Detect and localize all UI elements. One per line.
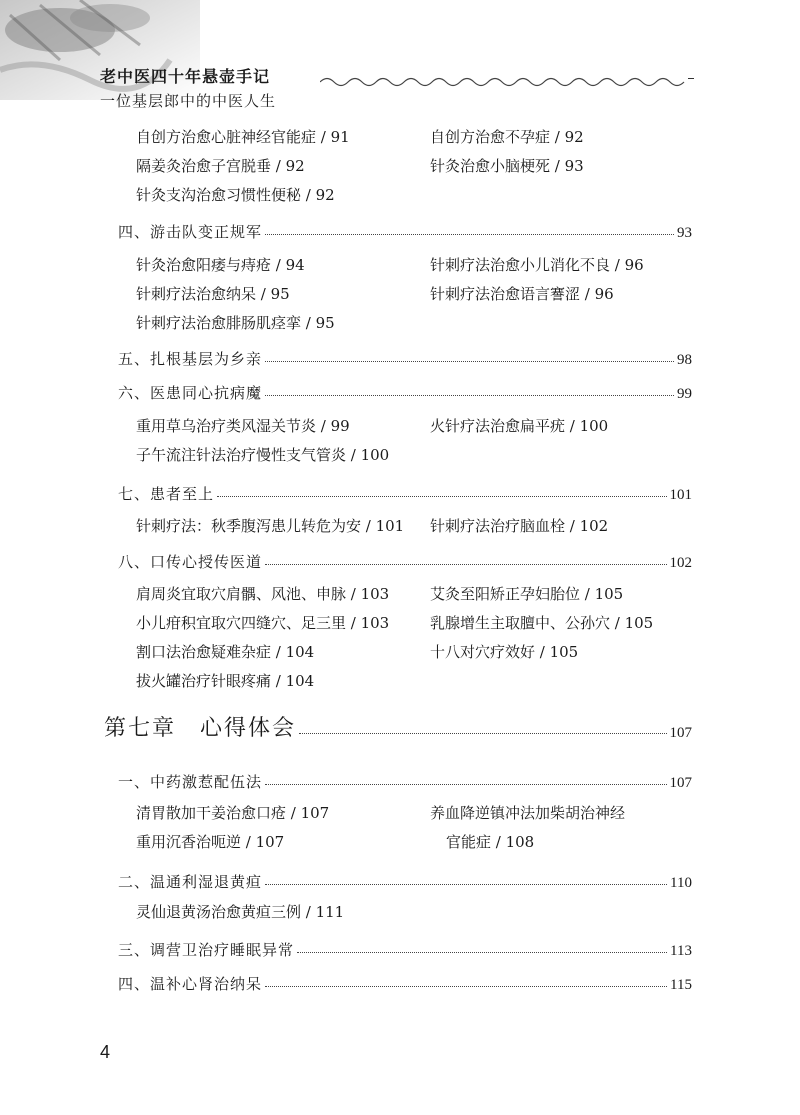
chapter-title: 第七章 心得体会 bbox=[104, 716, 297, 741]
toc-entry: 针灸支沟治愈习惯性便秘 / 92 bbox=[136, 186, 335, 204]
toc-entry-row bbox=[0, 182, 800, 208]
toc-entry-row bbox=[0, 442, 800, 468]
section-title: 七、患者至上 bbox=[118, 485, 215, 503]
toc-section bbox=[118, 377, 692, 403]
section-page: 115 bbox=[670, 977, 692, 993]
section-title: 三、调营卫治疗睡眠异常 bbox=[118, 941, 295, 959]
toc-entry-row bbox=[0, 899, 800, 925]
leader-dots bbox=[265, 395, 674, 396]
toc-entry: 自创方治愈不孕症 / 92 bbox=[430, 128, 584, 146]
toc-entry-row bbox=[0, 124, 800, 150]
leader-dots bbox=[265, 234, 674, 235]
toc-entry-row bbox=[0, 639, 800, 665]
toc-entry: 清胃散加干姜治愈口疮 / 107 bbox=[136, 804, 330, 822]
toc-section bbox=[118, 343, 692, 369]
toc-entry-row bbox=[0, 800, 800, 826]
toc-section bbox=[118, 866, 692, 892]
toc-entry-row bbox=[0, 153, 800, 179]
toc-entry-row bbox=[0, 829, 800, 855]
toc-entry: 针刺疗法治愈语言謇涩 / 96 bbox=[430, 285, 614, 303]
section-title: 四、温补心肾治纳呆 bbox=[118, 975, 263, 993]
toc-entry-row bbox=[0, 281, 800, 307]
header-dash bbox=[688, 78, 694, 79]
toc-section bbox=[118, 478, 692, 504]
chapter-page: 107 bbox=[669, 725, 692, 741]
section-title: 六、医患同心抗病魔 bbox=[118, 384, 263, 402]
toc-entry: 拔火罐治疗针眼疼痛 / 104 bbox=[136, 672, 315, 690]
section-title: 五、扎根基层为乡亲 bbox=[118, 350, 263, 368]
toc-entry: 子午流注针法治疗慢性支气管炎 / 100 bbox=[136, 446, 390, 464]
toc-section bbox=[118, 216, 692, 242]
toc-entry: 针刺疗法治愈小儿消化不良 / 96 bbox=[430, 256, 644, 274]
toc-entry-row bbox=[0, 413, 800, 439]
toc-entry: 隔姜灸治愈子宫脱垂 / 92 bbox=[136, 157, 305, 175]
book-subtitle: 一位基层郎中的中医人生 bbox=[100, 92, 277, 110]
section-page: 99 bbox=[677, 386, 692, 402]
section-title: 四、游击队变正规军 bbox=[118, 223, 263, 241]
section-title: 八、口传心授传医道 bbox=[118, 553, 263, 571]
toc-entry: 针刺疗法治愈腓肠肌痉挛 / 95 bbox=[136, 314, 335, 332]
leader-dots bbox=[265, 986, 667, 987]
leader-dots bbox=[265, 361, 674, 362]
leader-dots bbox=[265, 564, 666, 565]
leader-dots bbox=[217, 496, 666, 497]
toc-section bbox=[118, 968, 692, 994]
toc-entry: 针灸治愈阳痿与痔疮 / 94 bbox=[136, 256, 305, 274]
toc-entry-row bbox=[0, 610, 800, 636]
section-title: 一、中药激惹配伍法 bbox=[118, 773, 263, 791]
toc-entry: 小儿疳积宜取穴四缝穴、足三里 / 103 bbox=[136, 614, 390, 632]
leader-dots bbox=[299, 733, 666, 734]
leader-dots bbox=[297, 952, 667, 953]
section-page: 98 bbox=[677, 352, 692, 368]
toc-entry: 官能症 / 108 bbox=[446, 833, 535, 851]
toc-entry: 灵仙退黄汤治愈黄疸三例 / 111 bbox=[136, 903, 345, 921]
section-page: 102 bbox=[669, 555, 692, 571]
toc-entry: 割口法治愈疑难杂症 / 104 bbox=[136, 643, 315, 661]
wave-ornament bbox=[320, 75, 692, 89]
toc-entry: 针刺疗法：秋季腹泻患儿转危为安 / 101 bbox=[136, 517, 405, 535]
toc-entry: 针刺疗法治愈纳呆 / 95 bbox=[136, 285, 290, 303]
section-page: 101 bbox=[669, 487, 692, 503]
toc-chapter bbox=[104, 710, 692, 742]
toc-entry: 艾灸至阳矫正孕妇胎位 / 105 bbox=[430, 585, 624, 603]
toc-entry-row bbox=[0, 513, 800, 539]
toc-entry: 重用沉香治呃逆 / 107 bbox=[136, 833, 285, 851]
toc-entry: 针刺疗法治疗脑血栓 / 102 bbox=[430, 517, 609, 535]
toc-section bbox=[118, 546, 692, 572]
toc-entry: 肩周炎宜取穴肩髃、风池、申脉 / 103 bbox=[136, 585, 390, 603]
leader-dots bbox=[265, 884, 667, 885]
toc-entry: 针灸治愈小脑梗死 / 93 bbox=[430, 157, 584, 175]
page-number: 4 bbox=[100, 1042, 111, 1062]
toc-entry: 自创方治愈心脏神经官能症 / 91 bbox=[136, 128, 350, 146]
section-page: 107 bbox=[669, 775, 692, 791]
toc-entry: 十八对穴疗效好 / 105 bbox=[430, 643, 579, 661]
toc-section bbox=[118, 766, 692, 792]
toc-entry-row bbox=[0, 252, 800, 278]
section-page: 110 bbox=[670, 875, 692, 891]
toc-entry-row bbox=[0, 310, 800, 336]
toc-entry: 养血降逆镇冲法加柴胡治神经 bbox=[430, 804, 626, 822]
book-title: 老中医四十年悬壶手记 bbox=[100, 67, 271, 86]
toc-section bbox=[118, 934, 692, 960]
section-page: 113 bbox=[670, 943, 692, 959]
section-title: 二、温通利湿退黄疸 bbox=[118, 873, 263, 891]
toc-entry-row bbox=[0, 581, 800, 607]
section-page: 93 bbox=[677, 225, 692, 241]
toc-entry: 火针疗法治愈扁平疣 / 100 bbox=[430, 417, 609, 435]
toc-entry-row bbox=[0, 668, 800, 694]
toc-entry: 乳腺增生主取膻中、公孙穴 / 105 bbox=[430, 614, 654, 632]
toc-entry: 重用草乌治疗类风湿关节炎 / 99 bbox=[136, 417, 350, 435]
leader-dots bbox=[265, 784, 666, 785]
